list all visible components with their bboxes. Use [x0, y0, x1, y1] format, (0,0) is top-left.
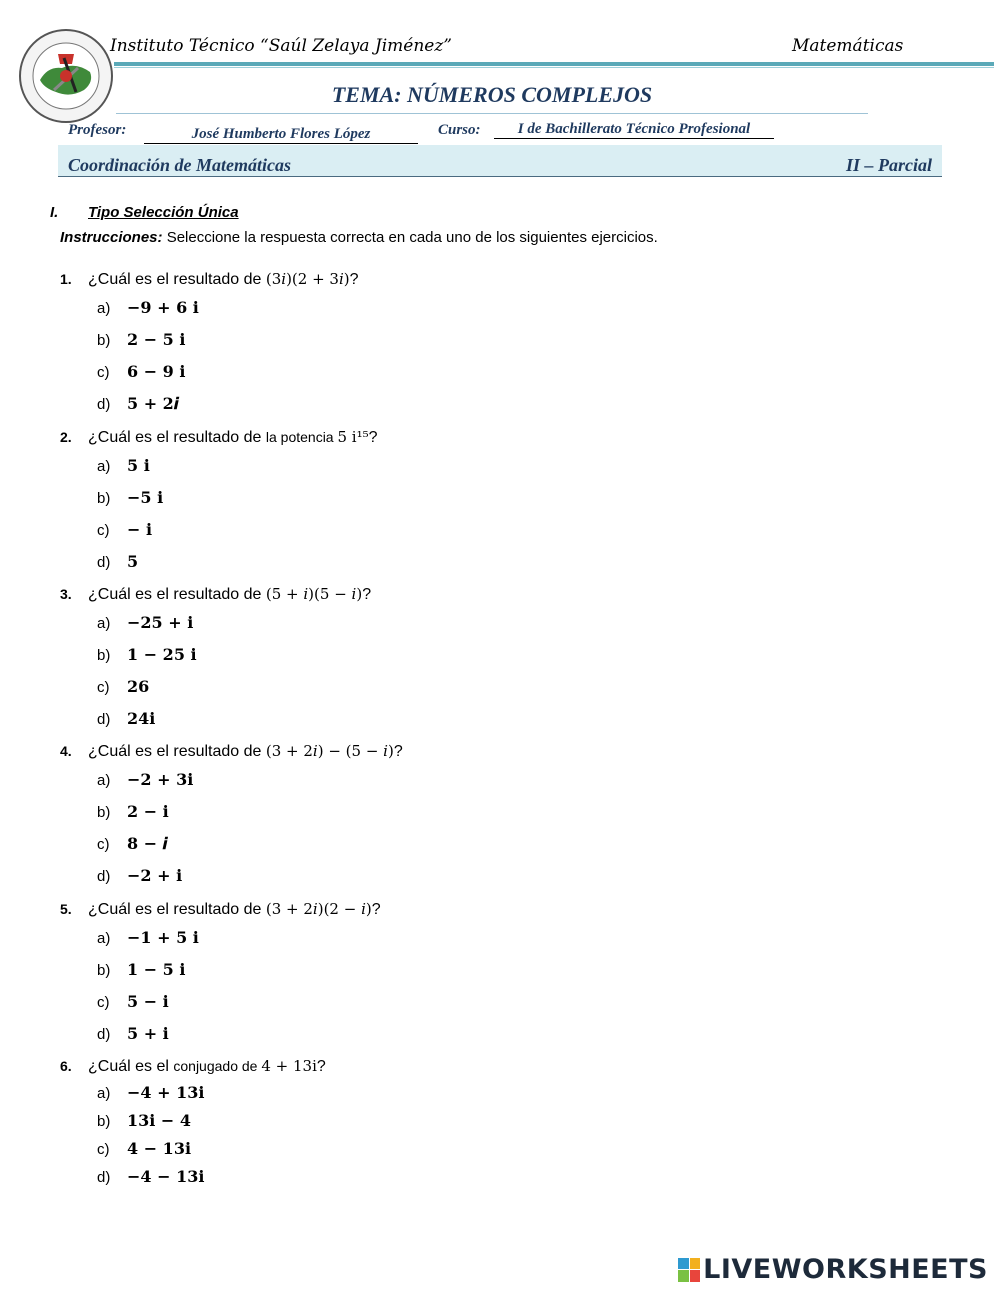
option-value[interactable]: −2 + 3i — [127, 770, 194, 789]
option-value[interactable]: 2 − i — [127, 802, 169, 821]
question-number: 1. — [60, 271, 72, 287]
school-name: Instituto Técnico “Saúl Zelaya Jiménez” — [110, 36, 452, 56]
option-letter: b) — [97, 490, 111, 507]
question-suffix: ? — [371, 901, 381, 918]
question-prefix: ¿Cuál es el resultado de — [88, 271, 266, 288]
question-suffix: ? — [316, 1058, 326, 1075]
option-1-c[interactable] — [97, 362, 185, 381]
question-4 — [60, 742, 403, 761]
question-expression: (3 + 2𝑖) − (5 − 𝑖) — [265, 742, 394, 760]
question-small-text: la potencia — [265, 429, 338, 445]
option-2-a[interactable] — [97, 456, 150, 475]
option-letter: b) — [97, 1113, 111, 1130]
course-name: I de Bachillerato Técnico Profesional — [494, 121, 774, 139]
question-prefix: ¿Cuál es el — [88, 1058, 174, 1075]
coordination-title: Coordinación de Matemáticas — [68, 155, 292, 175]
question-expression: 4 + 13i — [261, 1057, 317, 1075]
option-letter: d) — [97, 868, 111, 885]
question-6 — [60, 1057, 326, 1076]
title-underline — [116, 113, 868, 114]
option-letter: a) — [97, 1085, 111, 1102]
option-value[interactable]: 5 i — [127, 456, 150, 475]
question-prefix: ¿Cuál es el resultado de — [88, 586, 266, 603]
subject-name: Matemáticas — [792, 36, 904, 56]
option-value[interactable]: 5 + 2𝒊 — [127, 394, 179, 413]
option-value[interactable]: −4 − 13i — [127, 1167, 205, 1186]
option-value[interactable]: 5 — [127, 552, 139, 571]
instructions-label: Instrucciones: — [60, 229, 163, 246]
option-letter: c) — [97, 1141, 110, 1158]
option-letter: c) — [97, 679, 110, 696]
question-suffix: ? — [368, 429, 378, 446]
question-prefix: ¿Cuál es el resultado de — [88, 901, 266, 918]
option-letter: b) — [97, 962, 111, 979]
instructions-text: Seleccione la respuesta correcta en cada uno de los siguientes ejercicios. — [162, 229, 658, 246]
brand-mark-icon — [678, 1258, 700, 1282]
option-letter: a) — [97, 300, 111, 317]
question-number: 2. — [60, 429, 72, 445]
option-4-c[interactable] — [97, 834, 167, 854]
option-5-a[interactable] — [97, 928, 199, 947]
question-expression: (3𝑖)(2 + 3𝑖) — [265, 270, 350, 288]
option-value[interactable]: −2 + i — [127, 866, 183, 885]
question-prefix: ¿Cuál es el resultado de — [88, 429, 266, 446]
option-letter: b) — [97, 804, 111, 821]
option-1-b[interactable] — [97, 330, 185, 349]
option-2-d[interactable] — [97, 552, 138, 571]
teacher-label: Profesor: — [68, 122, 127, 138]
option-value[interactable]: −25 + i — [127, 613, 194, 632]
brand-text: LIVEWORKSHEETS — [703, 1254, 988, 1285]
teacher-name: José Humberto Flores López — [144, 126, 418, 144]
question-number: 6. — [60, 1058, 72, 1074]
option-5-d[interactable] — [97, 1024, 169, 1043]
option-letter: a) — [97, 772, 111, 789]
term-label: II – Parcial — [845, 155, 932, 175]
option-letter: d) — [97, 711, 111, 728]
option-value[interactable]: − i — [127, 520, 153, 539]
question-expression: (3 + 2𝑖)(2 − 𝑖) — [265, 900, 372, 918]
option-value[interactable]: 24i — [127, 709, 156, 728]
question-suffix: ? — [362, 586, 372, 603]
instructions — [60, 229, 658, 246]
option-3-d[interactable] — [97, 709, 155, 728]
question-prefix: ¿Cuál es el resultado de — [88, 743, 266, 760]
page-title: TEMA: NÚMEROS COMPLEJOS — [331, 82, 653, 107]
option-6-b[interactable] — [97, 1111, 191, 1130]
option-letter: b) — [97, 332, 111, 349]
option-value[interactable]: 13i − 4 — [127, 1111, 192, 1130]
option-5-b[interactable] — [97, 960, 185, 979]
header-divider — [114, 62, 994, 66]
option-4-a[interactable] — [97, 770, 193, 789]
question-suffix: ? — [393, 743, 403, 760]
question-number: 4. — [60, 743, 72, 759]
option-letter: d) — [97, 554, 111, 571]
section-title: Tipo Selección Única — [88, 204, 239, 221]
question-3 — [60, 585, 371, 604]
option-4-b[interactable] — [97, 802, 169, 821]
question-number: 5. — [60, 901, 72, 917]
option-value[interactable]: −1 + 5 i — [127, 928, 199, 947]
question-suffix: ? — [349, 271, 359, 288]
option-3-a[interactable] — [97, 613, 193, 632]
option-letter: d) — [97, 396, 111, 413]
option-letter: c) — [97, 994, 110, 1011]
option-value[interactable]: 2 − 5 i — [127, 330, 186, 349]
option-3-b[interactable] — [97, 645, 197, 664]
option-value[interactable]: 4 − 13i — [127, 1139, 192, 1158]
header-divider-thin — [114, 67, 994, 68]
option-value[interactable]: 1 − 25 i — [127, 645, 197, 664]
option-value[interactable]: 8 − 𝒊 — [127, 834, 168, 853]
option-letter: c) — [97, 522, 110, 539]
option-letter: b) — [97, 647, 111, 664]
option-letter: a) — [97, 615, 111, 632]
question-small-text: conjugado de — [173, 1058, 262, 1074]
option-value[interactable]: 26 — [127, 677, 150, 696]
question-expression: (5 + 𝑖)(5 − 𝑖) — [265, 585, 363, 603]
option-2-b[interactable] — [97, 488, 163, 507]
option-value[interactable]: 1 − 5 i — [127, 960, 186, 979]
option-1-a[interactable] — [97, 298, 199, 317]
option-letter: d) — [97, 1169, 111, 1186]
option-1-d[interactable] — [97, 394, 178, 414]
option-3-c[interactable] — [97, 677, 149, 696]
option-letter: a) — [97, 930, 111, 947]
option-letter: c) — [97, 364, 110, 381]
course-label: Curso: — [438, 122, 481, 138]
option-6-c[interactable] — [97, 1139, 191, 1158]
option-value[interactable]: −9 + 6 i — [127, 298, 199, 317]
question-5 — [60, 900, 381, 919]
school-logo — [18, 28, 114, 124]
question-1 — [60, 270, 359, 289]
option-letter: a) — [97, 458, 111, 475]
option-6-d[interactable] — [97, 1167, 204, 1186]
option-value[interactable]: 5 − i — [127, 992, 169, 1011]
option-5-c[interactable] — [97, 992, 169, 1011]
question-expression: 5 i¹⁵ — [337, 428, 369, 446]
option-letter: c) — [97, 836, 110, 853]
section-number: I. — [50, 204, 59, 221]
option-value[interactable]: 5 + i — [127, 1024, 169, 1043]
option-6-a[interactable] — [97, 1083, 204, 1102]
option-value[interactable]: −5 i — [127, 488, 164, 507]
question-2 — [60, 428, 378, 447]
liveworksheets-brand — [678, 1254, 988, 1285]
question-number: 3. — [60, 586, 72, 602]
option-2-c[interactable] — [97, 520, 152, 539]
option-value[interactable]: 6 − 9 i — [127, 362, 186, 381]
option-letter: d) — [97, 1026, 111, 1043]
option-4-d[interactable] — [97, 866, 182, 885]
option-value[interactable]: −4 + 13i — [127, 1083, 205, 1102]
